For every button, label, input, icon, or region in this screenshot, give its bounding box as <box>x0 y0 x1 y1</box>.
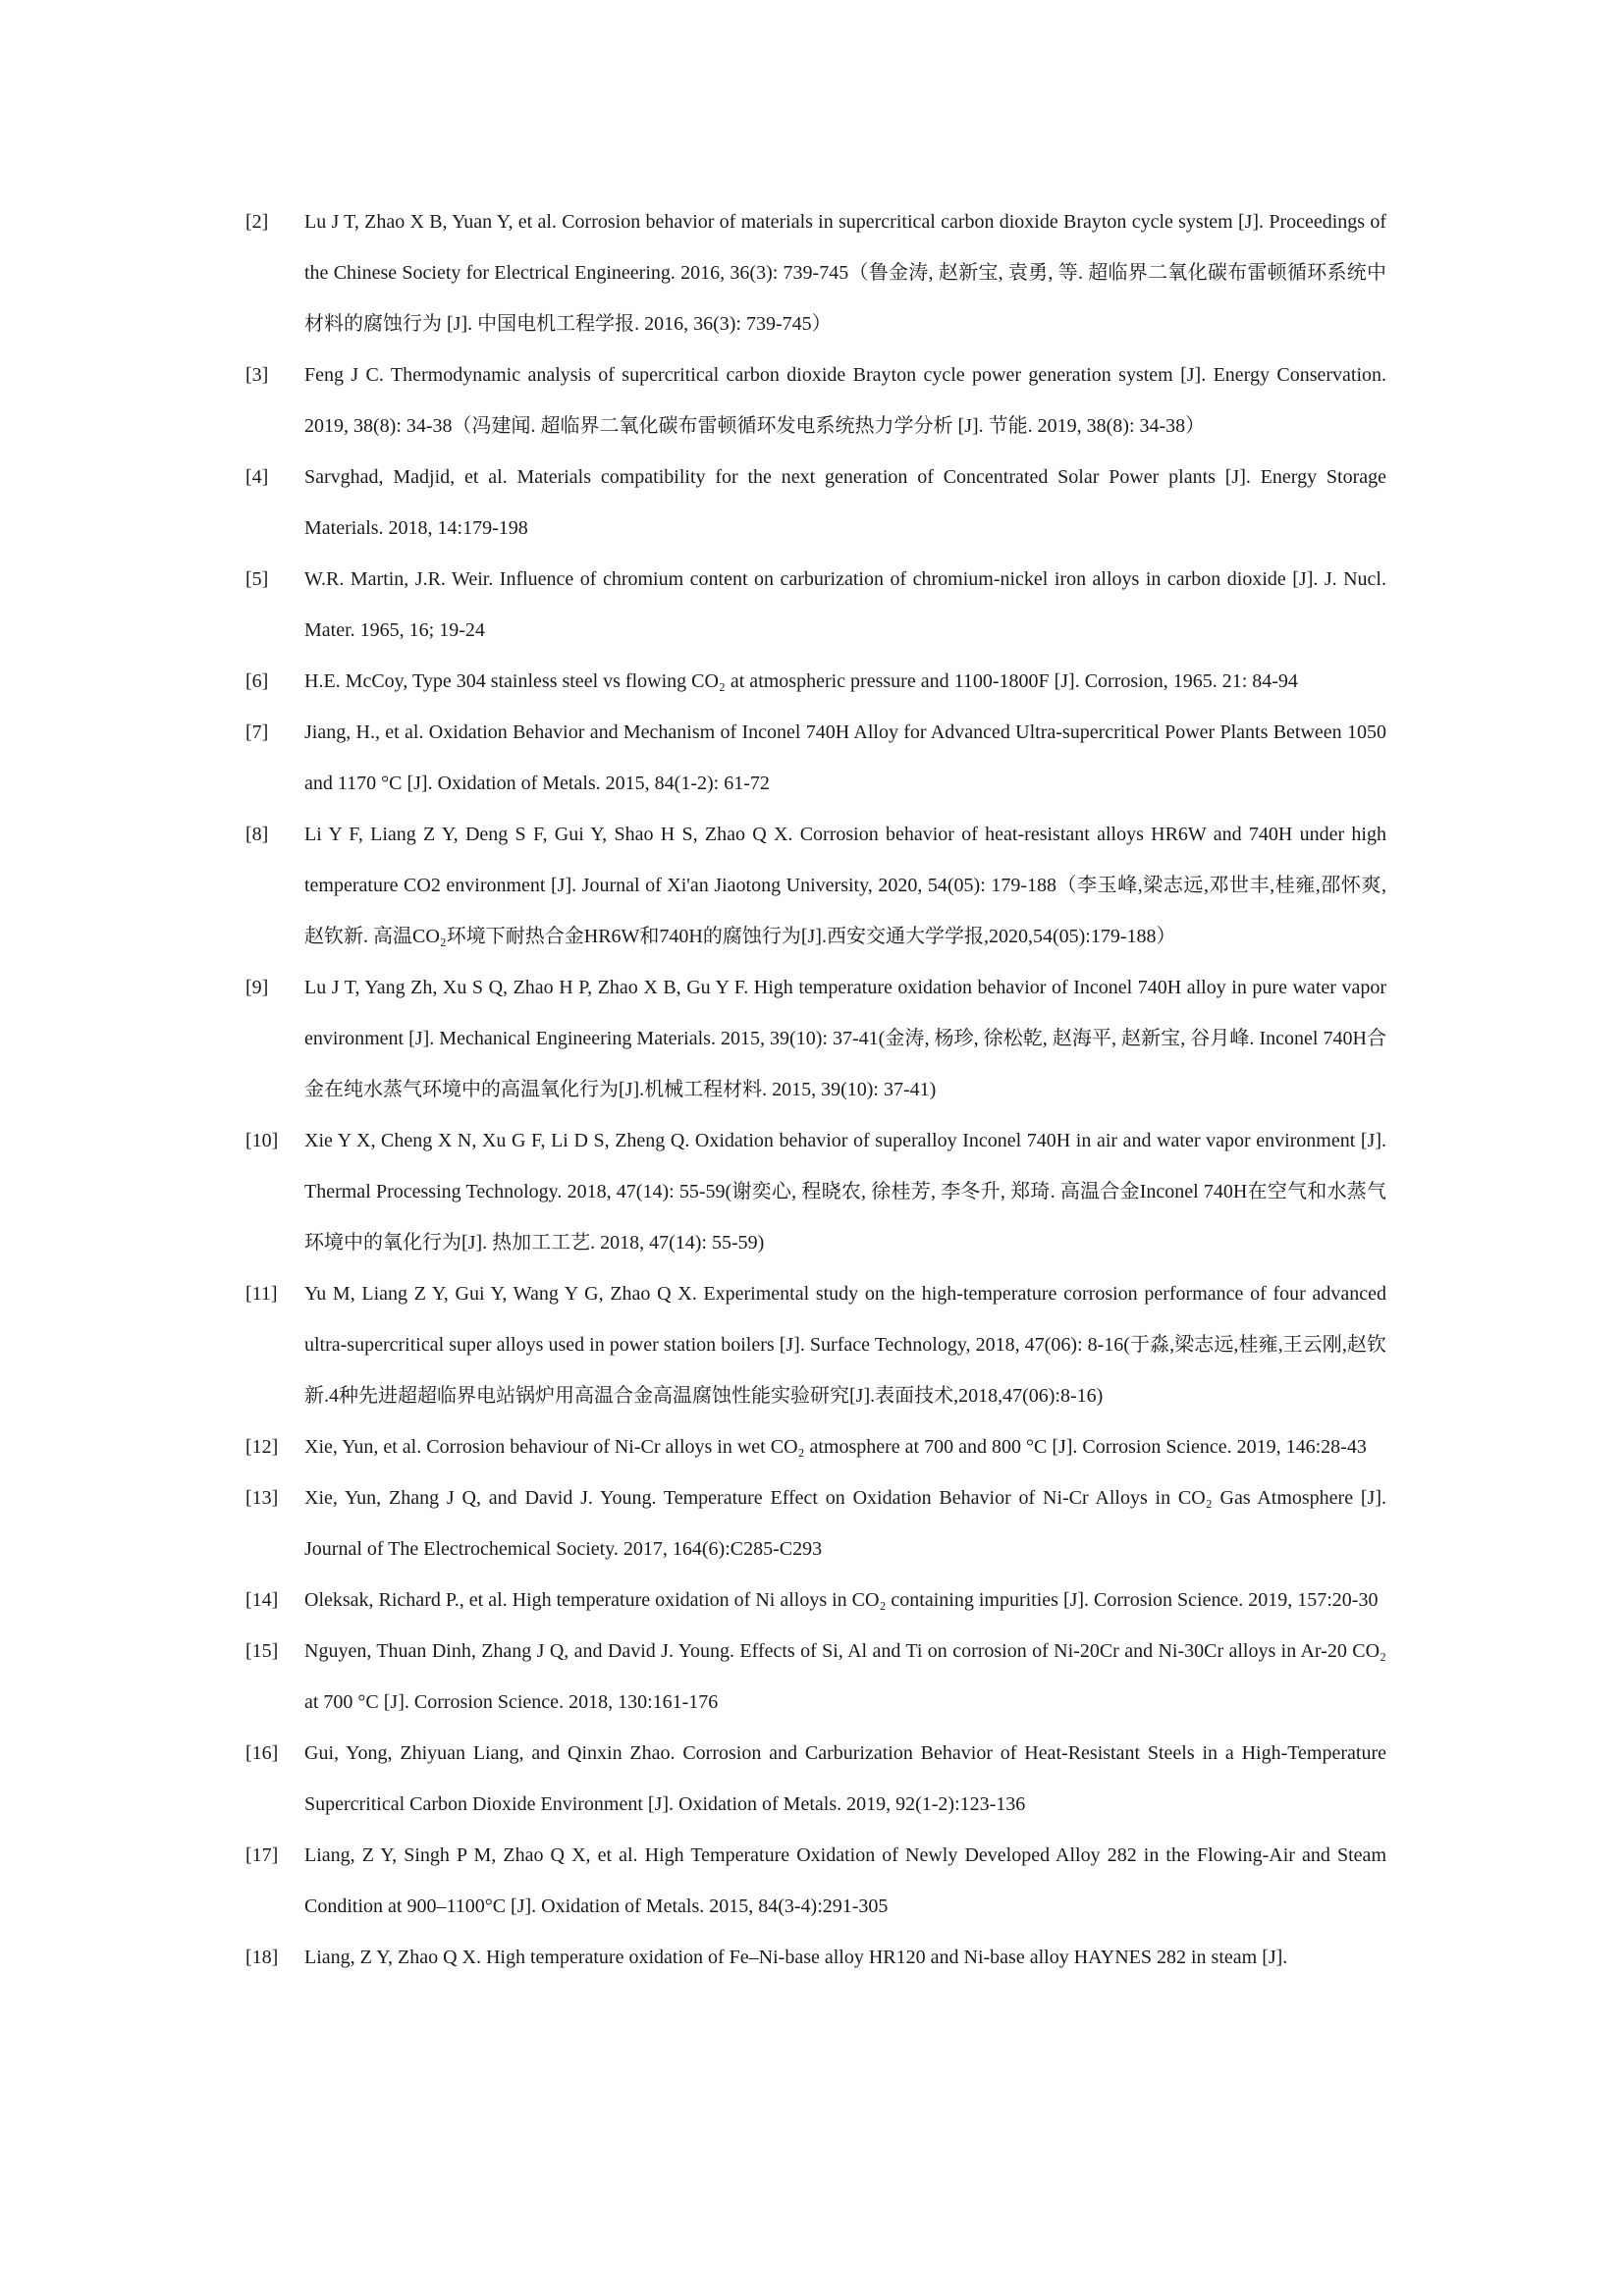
reference-number: [18] <box>245 1947 279 1968</box>
reference-text: Xie, Yun, et al. Corrosion behaviour of Ni-Cr alloys in wet CO₂ atmosphere at 700 and 800 °C [J]. Corrosion Science. 2019, 146:28-43 <box>304 1436 1367 1458</box>
reference-number: [8] <box>245 824 269 845</box>
reference-number: [2] <box>245 211 269 233</box>
reference-number: [9] <box>245 977 269 998</box>
reference-text: W.R. Martin, J.R. Weir. Influence of chromium content on carburization of chromium-nickel iron alloys in carbon dioxide [J]. J. Nucl. Mater. 1965, 16; 19-24 <box>304 568 1386 641</box>
reference-number: [7] <box>245 721 269 743</box>
reference-text: Xie, Yun, Zhang J Q, and David J. Young. Temperature Effect on Oxidation Behavior of Ni-Cr Alloys in CO₂ Gas Atmosphere [J]. Journal of The Electrochemical Society. 2017, 164(6):C285-C293 <box>304 1487 1386 1560</box>
reference-item <box>245 1421 1386 1472</box>
reference-text: Nguyen, Thuan Dinh, Zhang J Q, and David J. Young. Effects of Si, Al and Ti on corrosion of Ni-20Cr and Ni-30Cr alloys in Ar-20 CO₂ at 700 °C [J]. Corrosion Science. 2018, 130:161-176 <box>304 1640 1386 1713</box>
reference-number: [3] <box>245 364 269 386</box>
reference-number: [11] <box>245 1283 278 1305</box>
reference-number: [14] <box>245 1589 279 1611</box>
reference-number: [6] <box>245 670 269 692</box>
reference-item <box>245 452 1386 554</box>
reference-item <box>245 809 1386 962</box>
reference-text: Lu J T, Yang Zh, Xu S Q, Zhao H P, Zhao X B, Gu Y F. High temperature oxidation behavior of Inconel 740H alloy in pure water vapor environment [J]. Mechanical Engineering Materials. 2015, 39(10): 37-41(金涛, 杨珍, 徐松乾, 赵海平, 赵新宝, 谷月峰. Inconel 740H合金在纯水蒸气环境中的高温氧化行为[J].机械工程材料. 2015, 39(10): 37-41) <box>304 977 1386 1100</box>
reference-number: [10] <box>245 1130 279 1151</box>
reference-number: [15] <box>245 1640 279 1662</box>
reference-list <box>245 196 1386 1983</box>
reference-item <box>245 707 1386 809</box>
reference-number: [4] <box>245 466 269 488</box>
reference-number: [17] <box>245 1844 279 1866</box>
reference-text: Sarvghad, Madjid, et al. Materials compatibility for the next generation of Concentrated Solar Power plants [J]. Energy Storage Materials. 2018, 14:179-198 <box>304 466 1386 539</box>
reference-number: [16] <box>245 1742 279 1764</box>
reference-item <box>245 656 1386 707</box>
reference-item <box>245 196 1386 349</box>
reference-number: [5] <box>245 568 269 590</box>
reference-item <box>245 349 1386 452</box>
reference-text: Yu M, Liang Z Y, Gui Y, Wang Y G, Zhao Q X. Experimental study on the high-temperature corrosion performance of four advanced ultra-supercritical super alloys used in power station boilers [J]. Surface Technology, 2018, 47(06): 8-16(于淼,梁志远,桂雍,王云刚,赵钦新.4种先进超超临界电站锅炉用高温合金高温腐蚀性能实验研究[J].表面技术,2018,47(06):8-16) <box>304 1283 1386 1407</box>
reference-item <box>245 1728 1386 1830</box>
reference-item <box>245 1115 1386 1268</box>
reference-text: Gui, Yong, Zhiyuan Liang, and Qinxin Zhao. Corrosion and Carburization Behavior of Heat-Resistant Steels in a High-Temperature Supercritical Carbon Dioxide Environment [J]. Oxidation of Metals. 2019, 92(1-2):123-136 <box>304 1742 1386 1815</box>
reference-item <box>245 554 1386 656</box>
reference-item <box>245 1932 1386 1983</box>
reference-text: Lu J T, Zhao X B, Yuan Y, et al. Corrosion behavior of materials in supercritical carbon dioxide Brayton cycle system [J]. Proceedings of the Chinese Society for Electrical Engineering. 2016, 36(3): 739-745（鲁金涛, 赵新宝, 袁勇, 等. 超临界二氧化碳布雷顿循环系统中材料的腐蚀行为 [J]. 中国电机工程学报. 2016, 36(3): 739-745） <box>304 211 1386 335</box>
reference-item <box>245 1830 1386 1932</box>
reference-text: Oleksak, Richard P., et al. High temperature oxidation of Ni alloys in CO₂ containing impurities [J]. Corrosion Science. 2019, 157:20-30 <box>304 1589 1379 1611</box>
reference-text: Liang, Z Y, Zhao Q X. High temperature oxidation of Fe–Ni-base alloy HR120 and Ni-base alloy HAYNES 282 in steam [J]. <box>304 1947 1288 1968</box>
reference-number: [12] <box>245 1436 279 1458</box>
reference-text: Li Y F, Liang Z Y, Deng S F, Gui Y, Shao H S, Zhao Q X. Corrosion behavior of heat-resistant alloys HR6W and 740H under high temperature CO2 environment [J]. Journal of Xi'an Jiaotong University, 2020, 54(05): 179-188（李玉峰,梁志远,邓世丰,桂雍,邵怀爽,赵钦新. 高温CO₂环境下耐热合金HR6W和740H的腐蚀行为[J].西安交通大学学报,2020,54(05):179-188） <box>304 824 1386 947</box>
reference-text: Jiang, H., et al. Oxidation Behavior and Mechanism of Inconel 740H Alloy for Advanced Ultra-supercritical Power Plants Between 1050 and 1170 °C [J]. Oxidation of Metals. 2015, 84(1-2): 61-72 <box>304 721 1386 794</box>
reference-text: Xie Y X, Cheng X N, Xu G F, Li D S, Zheng Q. Oxidation behavior of superalloy Inconel 740H in air and water vapor environment [J]. Thermal Processing Technology. 2018, 47(14): 55-59(谢奕心, 程晓农, 徐桂芳, 李冬升, 郑琦. 高温合金Inconel 740H在空气和水蒸气环境中的氧化行为[J]. 热加工工艺. 2018, 47(14): 55-59) <box>304 1130 1386 1254</box>
reference-item <box>245 1575 1386 1626</box>
reference-item <box>245 962 1386 1115</box>
reference-item <box>245 1472 1386 1575</box>
reference-item <box>245 1268 1386 1421</box>
reference-text: Liang, Z Y, Singh P M, Zhao Q X, et al. High Temperature Oxidation of Newly Developed Alloy 282 in the Flowing-Air and Steam Condition at 900–1100°C [J]. Oxidation of Metals. 2015, 84(3-4):291-305 <box>304 1844 1386 1917</box>
reference-number: [13] <box>245 1487 279 1509</box>
reference-item <box>245 1626 1386 1728</box>
reference-text: Feng J C. Thermodynamic analysis of supercritical carbon dioxide Brayton cycle power generation system [J]. Energy Conservation. 2019, 38(8): 34-38（冯建闻. 超临界二氧化碳布雷顿循环发电系统热力学分析 [J]. 节能. 2019, 38(8): 34-38） <box>304 364 1386 437</box>
reference-text: H.E. McCoy, Type 304 stainless steel vs flowing CO₂ at atmospheric pressure and 1100-1800F [J]. Corrosion, 1965. 21: 84-94 <box>304 670 1298 692</box>
